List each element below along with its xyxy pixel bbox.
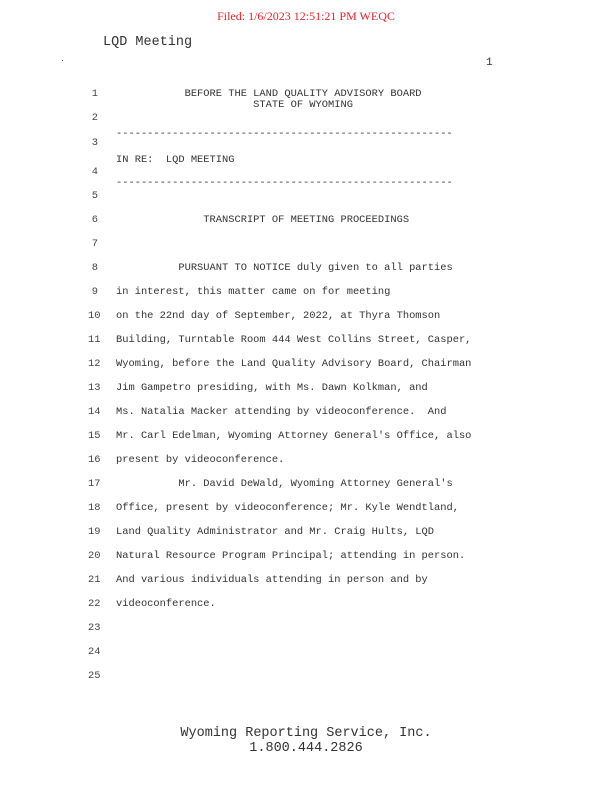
line-text: videoconference. bbox=[116, 598, 216, 610]
line-number: 21 bbox=[88, 574, 101, 586]
line-text: ------------------------------------------------------ bbox=[116, 177, 453, 189]
transcript-line bbox=[0, 311, 612, 335]
scan-dot bbox=[62, 60, 63, 61]
line-number: 12 bbox=[88, 358, 101, 370]
line-number: 2 bbox=[91, 112, 98, 124]
transcript-line bbox=[0, 623, 612, 647]
transcript-line bbox=[0, 503, 612, 527]
line-text: BEFORE THE LAND QUALITY ADVISORY BOARD bbox=[116, 88, 422, 100]
transcript-line bbox=[0, 287, 612, 311]
line-number: 19 bbox=[88, 526, 101, 538]
line-number: 25 bbox=[88, 670, 101, 682]
transcript-line bbox=[0, 383, 612, 407]
line-number: 22 bbox=[88, 598, 101, 610]
line-text: Jim Gampetro presiding, with Ms. Dawn Kolkman, and bbox=[116, 382, 428, 394]
line-text: STATE OF WYOMING bbox=[116, 99, 353, 111]
line-text: IN RE: LQD MEETING bbox=[116, 154, 235, 166]
transcript-line bbox=[0, 263, 612, 287]
document-header-title: LQD Meeting bbox=[103, 35, 193, 50]
line-text: Ms. Natalia Macker attending by videoconference. And bbox=[116, 406, 447, 418]
line-number: 5 bbox=[91, 190, 98, 202]
line-text: Mr. Carl Edelman, Wyoming Attorney General's Office, also bbox=[116, 430, 472, 442]
line-number: 17 bbox=[88, 478, 101, 490]
line-number: 3 bbox=[91, 137, 98, 149]
transcript-line bbox=[0, 527, 612, 551]
line-number: 4 bbox=[91, 166, 98, 178]
line-number: 1 bbox=[91, 88, 98, 100]
line-text: Wyoming, before the Land Quality Advisory Board, Chairman bbox=[116, 358, 472, 370]
line-text: And various individuals attending in person and by bbox=[116, 574, 428, 586]
line-number: 20 bbox=[88, 550, 101, 562]
line-number: 15 bbox=[88, 430, 101, 442]
line-number: 18 bbox=[88, 502, 101, 514]
page-number: 1 bbox=[486, 57, 493, 69]
line-text: Mr. David DeWald, Wyoming Attorney General's bbox=[116, 478, 453, 490]
line-number: 13 bbox=[88, 382, 101, 394]
transcript-line bbox=[0, 455, 612, 479]
footer bbox=[0, 727, 612, 756]
transcript-line bbox=[0, 431, 612, 455]
transcript-line bbox=[0, 575, 612, 599]
footer-phone: 1.800.444.2826 bbox=[249, 740, 363, 756]
transcript-line bbox=[0, 479, 612, 503]
transcript-line bbox=[0, 215, 612, 239]
line-text: PURSUANT TO NOTICE duly given to all parties bbox=[116, 262, 453, 274]
transcript-line bbox=[0, 407, 612, 431]
line-text: Land Quality Administrator and Mr. Craig Hults, LQD bbox=[116, 526, 435, 538]
line-number: 24 bbox=[88, 646, 101, 658]
line-text: TRANSCRIPT OF MEETING PROCEEDINGS bbox=[116, 214, 410, 226]
transcript-line bbox=[0, 551, 612, 575]
transcript-line bbox=[0, 647, 612, 671]
line-number: 23 bbox=[88, 622, 101, 634]
line-number: 9 bbox=[91, 286, 98, 298]
line-number: 10 bbox=[88, 310, 101, 322]
transcript-line bbox=[0, 599, 612, 623]
line-number: 7 bbox=[91, 238, 98, 250]
line-number: 14 bbox=[88, 406, 101, 418]
filed-stamp: Filed: 1/6/2023 12:51:21 PM WEQC bbox=[217, 9, 395, 23]
line-text: on the 22nd day of September, 2022, at Thyra Thomson bbox=[116, 310, 441, 322]
transcript-line bbox=[0, 239, 612, 263]
line-text: Office, present by videoconference; Mr. Kyle Wendtland, bbox=[116, 502, 459, 514]
transcript-line bbox=[0, 359, 612, 383]
line-text: ------------------------------------------------------ bbox=[116, 128, 453, 140]
line-text: Natural Resource Program Principal; attending in person. bbox=[116, 550, 466, 562]
line-text: present by videoconference. bbox=[116, 454, 285, 466]
transcript-line bbox=[0, 335, 612, 359]
transcript-line bbox=[0, 671, 612, 695]
transcript-line bbox=[0, 191, 612, 215]
line-text: in interest, this matter came on for meeting bbox=[116, 286, 391, 298]
line-text: Building, Turntable Room 444 West Collins Street, Casper, bbox=[116, 334, 472, 346]
line-number: 16 bbox=[88, 454, 101, 466]
line-number: 6 bbox=[91, 214, 98, 226]
line-number: 8 bbox=[91, 262, 98, 274]
footer-company: Wyoming Reporting Service, Inc. bbox=[180, 726, 432, 741]
line-number: 11 bbox=[88, 334, 101, 346]
